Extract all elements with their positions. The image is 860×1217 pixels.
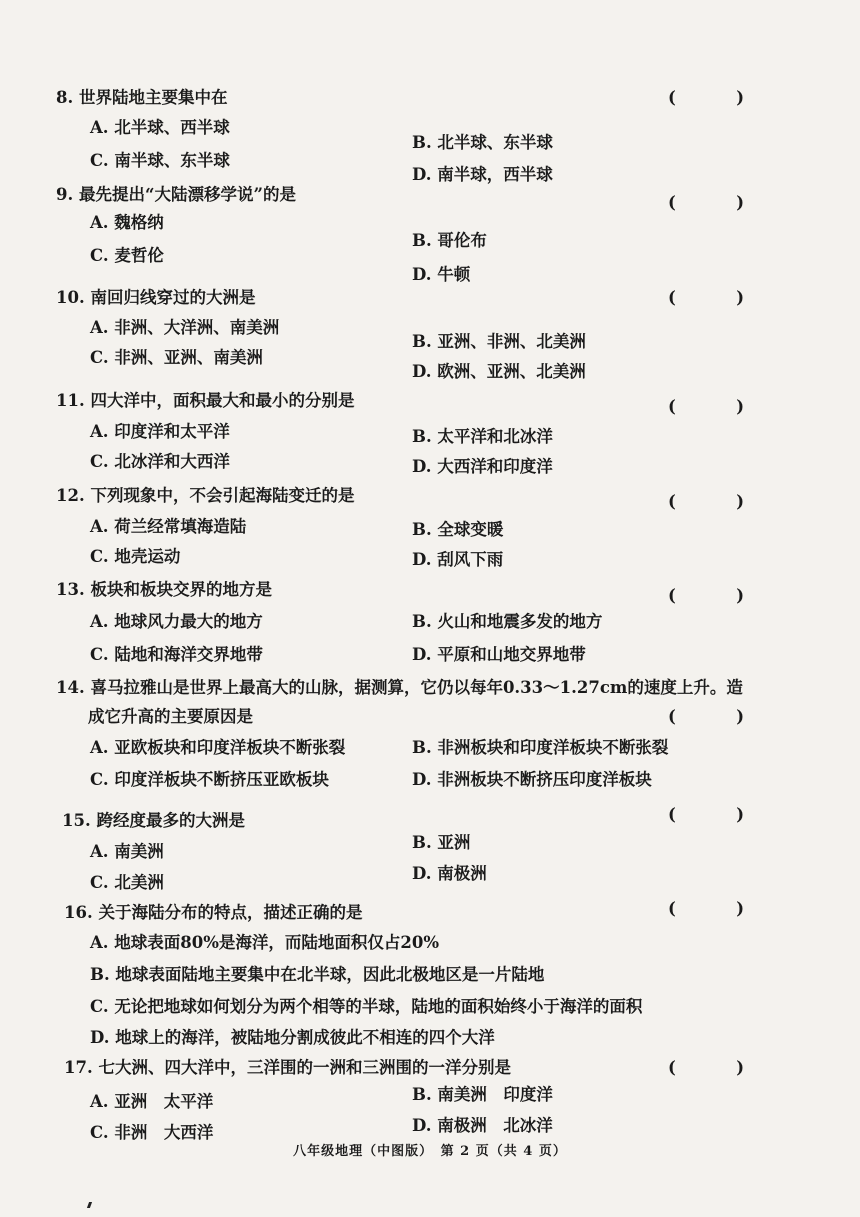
question-text: 11. 四大洋中，面积最大和最小的分别是 xyxy=(56,391,355,410)
answer-blank: ( ) xyxy=(668,1058,744,1077)
question-text: 10. 南回归线穿过的大洲是 xyxy=(56,288,256,307)
answer-blank: ( ) xyxy=(668,88,744,107)
question-stem-16 xyxy=(0,898,860,928)
option-d: D. 刮风下雨 xyxy=(412,550,504,569)
option-b: B. 亚洲、非洲、北美洲 xyxy=(412,332,586,351)
answer-blank: ( ) xyxy=(668,707,744,726)
option-b: B. 南美洲 印度洋 xyxy=(412,1085,553,1104)
options-row xyxy=(0,640,860,670)
question-text-cont: 成它升高的主要原因是 xyxy=(88,707,253,726)
option-a: A. 南美洲 xyxy=(90,842,164,861)
option-d: D. 南半球，西半球 xyxy=(412,165,553,184)
options-row xyxy=(0,928,860,958)
options-row xyxy=(0,447,860,477)
options-row xyxy=(0,512,860,542)
question-stem-12 xyxy=(0,481,860,511)
option-d: D. 地球上的海洋，被陆地分割成彼此不相连的四个大洋 xyxy=(90,1028,495,1047)
option-d: D. 平原和山地交界地带 xyxy=(412,645,586,664)
option-c: C. 地壳运动 xyxy=(90,547,181,566)
question-stem-17 xyxy=(0,1053,860,1083)
options-row xyxy=(0,417,860,447)
option-c: C. 北美洲 xyxy=(90,873,164,892)
question-text: 15. 跨经度最多的大洲是 xyxy=(62,811,245,830)
answer-blank: ( ) xyxy=(668,586,744,605)
option-c: C. 南半球、东半球 xyxy=(90,151,230,170)
option-a: A. 荷兰经常填海造陆 xyxy=(90,517,247,536)
options-row xyxy=(0,607,860,637)
option-c: C. 北冰洋和大西洋 xyxy=(90,452,230,471)
question-text: 13. 板块和板块交界的地方是 xyxy=(56,580,272,599)
option-d: D. 南极洲 北冰洋 xyxy=(412,1116,553,1135)
question-stem-10 xyxy=(0,283,860,313)
option-d: D. 南极洲 xyxy=(412,864,487,883)
option-c: C. 印度洋板块不断挤压亚欧板块 xyxy=(90,770,329,789)
options-row xyxy=(0,542,860,572)
answer-blank: ( ) xyxy=(668,288,744,307)
option-b: B. 哥伦布 xyxy=(412,231,487,250)
option-a: A. 地球表面80%是海洋，而陆地面积仅占20% xyxy=(90,933,440,952)
option-b: B. 地球表面陆地主要集中在北半球，因此北极地区是一片陆地 xyxy=(90,965,545,984)
option-c: C. 麦哲伦 xyxy=(90,246,164,265)
ink-mark xyxy=(87,1202,92,1208)
question-text: 17. 七大洲、四大洋中，三洋围的一洲和三洲围的一洋分别是 xyxy=(64,1058,511,1077)
option-b: B. 全球变暖 xyxy=(412,520,504,539)
question-text: 16. 关于海陆分布的特点，描述正确的是 xyxy=(64,903,363,922)
page-footer: 八年级地理（中图版） 第 2 页（共 4 页） xyxy=(293,1144,567,1159)
answer-blank: ( ) xyxy=(668,899,744,918)
option-a: A. 非洲、大洋洲、南美洲 xyxy=(90,318,280,337)
options-row xyxy=(0,960,860,990)
options-row xyxy=(0,992,860,1022)
option-b: B. 非洲板块和印度洋板块不断张裂 xyxy=(412,738,669,757)
question-text: 14. 喜马拉雅山是世界上最高大的山脉，据测算，它仍以每年0.33～1.27cm的速度上升。造 xyxy=(56,678,743,697)
question-stem-11 xyxy=(0,386,860,416)
option-a: A. 北半球、西半球 xyxy=(90,118,230,137)
question-stem-14 xyxy=(0,673,860,703)
option-a: A. 亚欧板块和印度洋板块不断张裂 xyxy=(90,738,346,757)
options-row xyxy=(0,765,860,795)
option-d: D. 欧洲、亚洲、北美洲 xyxy=(412,362,586,381)
question-text: 9. 最先提出“大陆漂移学说”的是 xyxy=(56,185,296,204)
option-d: D. 牛顿 xyxy=(412,265,471,284)
option-a: A. 地球风力最大的地方 xyxy=(90,612,263,631)
option-a: A. 亚洲 太平洋 xyxy=(90,1092,214,1111)
options-row xyxy=(0,733,860,763)
option-d: D. 大西洋和印度洋 xyxy=(412,457,553,476)
answer-blank: ( ) xyxy=(668,397,744,416)
option-c: C. 陆地和海洋交界地带 xyxy=(90,645,263,664)
answer-blank: ( ) xyxy=(668,492,744,511)
answer-blank: ( ) xyxy=(668,193,744,212)
question-stem-14-cont xyxy=(0,702,860,732)
options-row xyxy=(0,313,860,351)
option-b: B. 太平洋和北冰洋 xyxy=(412,427,553,446)
option-a: A. 魏格纳 xyxy=(90,213,164,232)
question-stem-13 xyxy=(0,575,860,605)
option-b: B. 北半球、东半球 xyxy=(412,133,553,152)
option-a: A. 印度洋和太平洋 xyxy=(90,422,230,441)
question-text: 8. 世界陆地主要集中在 xyxy=(56,88,228,107)
option-b: B. 亚洲 xyxy=(412,833,471,852)
answer-blank: ( ) xyxy=(668,805,744,824)
question-text: 12. 下列现象中，不会引起海陆变迁的是 xyxy=(56,486,355,505)
option-c: C. 非洲、亚洲、南美洲 xyxy=(90,348,263,367)
option-b: B. 火山和地震多发的地方 xyxy=(412,612,603,631)
options-row xyxy=(0,343,860,381)
option-c: C. 无论把地球如何划分为两个相等的半球，陆地的面积始终小于海洋的面积 xyxy=(90,997,643,1016)
option-d: D. 非洲板块不断挤压印度洋板块 xyxy=(412,770,652,789)
question-stem-8 xyxy=(0,83,860,113)
options-row xyxy=(0,1023,860,1053)
option-c: C. 非洲 大西洋 xyxy=(90,1123,214,1142)
